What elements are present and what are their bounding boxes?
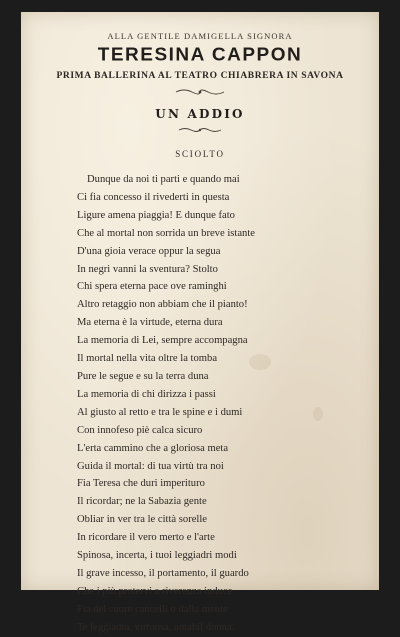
poem-line: Dunque da noi ti parti e quando mai [87,174,240,185]
poem-line: Pure le segue e su la terra duna [77,370,209,382]
poem-title: UN ADDIO [155,107,245,121]
dedicatee-name: TERESINA CAPPON [97,45,303,66]
dedication-line: ALLA GENTILE DAMIGELLA SIGNORA [107,31,293,41]
poem-line: D'una gioia verace oppur la segua [77,245,221,257]
poem-line: Obliar in ver tra le città sorelle [77,514,208,526]
poem-line: La memoria di Lei, sempre accompagna [77,335,248,347]
poem-line: In ricordare il vero merto e l'arte [77,532,215,544]
poem-line: Spinosa, incerta, i tuoi leggiadri modi [77,550,237,562]
poem-line: Guida il mortal: di tua virtù tra noi [77,460,224,472]
poem-line: Che al mortal non sorrida un breve istante [77,227,255,239]
poem-line: Al giusto al retto e tra le spine e i dumi [77,406,243,418]
poem-line: Chi spera eterna pace ove raminghi [77,281,227,293]
ornament-divider-icon [177,126,223,134]
poem-line: La memoria di chi dirizza i passi [77,388,216,400]
poem-line: L'erta cammino che a gloriosa meta [77,442,229,454]
poem-line: Ci fia concesso il rivederti in questa [77,191,230,203]
poem-line: Con innofeso piè calca sicuro [77,424,203,436]
poem-line: Ma eterna è la virtude, eterna dura [77,317,223,329]
dedicatee-title: PRIMA BALLERINA AL TEATRO CHIABRERA IN SAVONA [56,71,344,81]
ornament-divider-icon [174,88,226,96]
poem-meter-label: SCIOLTO [175,149,225,159]
poem-line: Ligure amena piaggia! E dunque fato [77,209,235,221]
poem-line: Te leggiadra, virtuosa, amabil donna. [77,621,235,633]
poem-line: Il mortal nella vita oltre la tomba [77,353,218,365]
poem-line: Il grave incesso, il portamento, il guardo [77,567,249,579]
poem-line: Il ricordar; ne la Sabazia gente [77,496,207,508]
poem-line: Fia del cuore cancelli o dalla mente [77,603,228,615]
poem-line: Che i più protervi a riverenza induce [77,585,233,597]
document-page [21,12,379,633]
poem-line: In negri vanni la sventura? Stolto [77,263,218,275]
poem-line: Altro retaggio non abbiam che il pianto! [77,299,248,311]
poem-line: Fia Teresa che duri imperituro [77,478,205,490]
poem-verses [77,171,367,637]
